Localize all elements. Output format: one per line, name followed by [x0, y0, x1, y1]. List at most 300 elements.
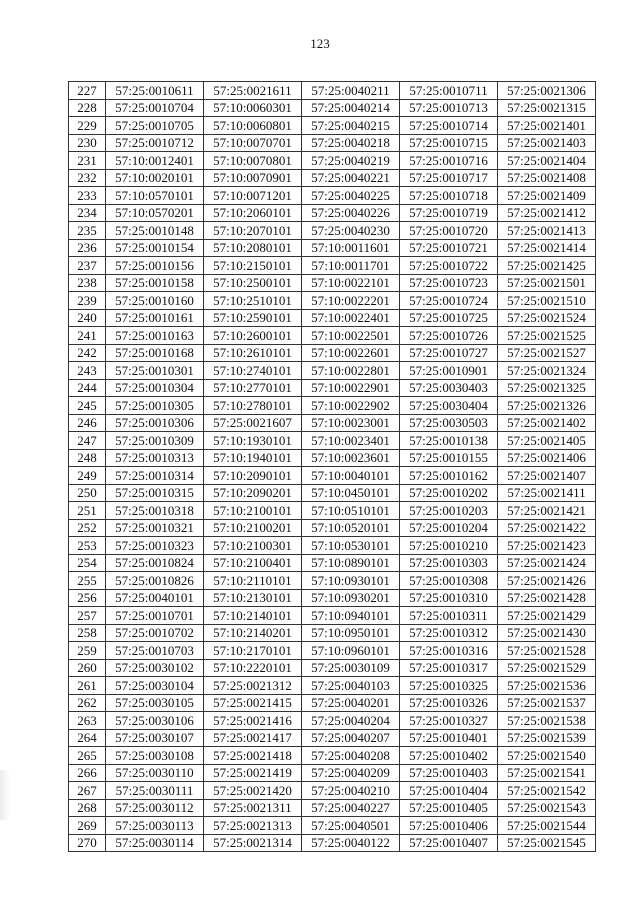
cadastral-number-cell: 57:25:0010722	[400, 257, 498, 275]
cadastral-number-cell: 57:25:0040226	[302, 204, 400, 222]
cadastral-number-cell: 57:25:0010824	[106, 554, 204, 572]
cadastral-number-cell: 57:10:0022601	[302, 344, 400, 362]
cadastral-number-cell: 57:25:0021542	[498, 782, 596, 800]
cadastral-number-cell: 57:25:0021420	[204, 782, 302, 800]
cadastral-number-cell: 57:10:2140201	[204, 624, 302, 642]
cadastral-number-cell: 57:25:0021415	[204, 694, 302, 712]
cadastral-number-cell: 57:25:0040204	[302, 712, 400, 730]
cadastral-number-cell: 57:10:2130101	[204, 589, 302, 607]
cadastral-number-cell: 57:25:0021524	[498, 309, 596, 327]
page-number: 123	[310, 36, 330, 51]
cadastral-number-cell: 57:25:0040230	[302, 222, 400, 240]
table-row	[69, 292, 596, 310]
row-number-cell: 261	[69, 677, 106, 695]
cadastral-number-cell: 57:25:0021416	[204, 712, 302, 730]
cadastral-number-cell: 57:10:0011701	[302, 257, 400, 275]
row-number-cell: 237	[69, 257, 106, 275]
cadastral-number-cell: 57:25:0010611	[106, 82, 204, 100]
table-row	[69, 554, 596, 572]
cadastral-number-cell: 57:25:0040225	[302, 187, 400, 205]
table-row	[69, 379, 596, 397]
row-number-cell: 227	[69, 82, 106, 100]
cadastral-number-cell: 57:25:0040207	[302, 729, 400, 747]
row-number-cell: 243	[69, 362, 106, 380]
row-number-cell: 245	[69, 397, 106, 415]
cadastral-number-cell: 57:25:0021501	[498, 274, 596, 292]
cadastral-number-cell: 57:25:0021425	[498, 257, 596, 275]
table-row	[69, 99, 596, 117]
cadastral-number-cell: 57:25:0021408	[498, 169, 596, 187]
cadastral-number-cell: 57:25:0021544	[498, 817, 596, 835]
cadastral-number-cell: 57:10:0012401	[106, 152, 204, 170]
cadastral-number-cell: 57:10:2090101	[204, 467, 302, 485]
table-row	[69, 467, 596, 485]
table-row	[69, 152, 596, 170]
cadastral-number-cell: 57:25:0010725	[400, 309, 498, 327]
cadastral-number-cell: 57:25:0010402	[400, 747, 498, 765]
cadastral-number-cell: 57:10:0060301	[204, 99, 302, 117]
cadastral-number-cell: 57:25:0021611	[204, 82, 302, 100]
table-row	[69, 607, 596, 625]
cadastral-number-cell: 57:25:0010714	[400, 117, 498, 135]
cadastral-number-cell: 57:25:0021545	[498, 834, 596, 852]
cadastral-number-cell: 57:10:2590101	[204, 309, 302, 327]
table-row	[69, 82, 596, 100]
cadastral-number-cell: 57:10:0890101	[302, 554, 400, 572]
cadastral-number-cell: 57:25:0021324	[498, 362, 596, 380]
cadastral-number-cell: 57:25:0021418	[204, 747, 302, 765]
row-number-cell: 257	[69, 607, 106, 625]
cadastral-number-cell: 57:25:0021401	[498, 117, 596, 135]
cadastral-number-cell: 57:10:2610101	[204, 344, 302, 362]
cadastral-number-cell: 57:25:0021541	[498, 764, 596, 782]
cadastral-number-cell: 57:10:2070101	[204, 222, 302, 240]
table-row	[69, 572, 596, 590]
cadastral-number-cell: 57:25:0010160	[106, 292, 204, 310]
cadastral-number-cell: 57:10:2740101	[204, 362, 302, 380]
cadastral-number-cell: 57:25:0021510	[498, 292, 596, 310]
table-row	[69, 344, 596, 362]
cadastral-number-cell: 57:25:0010726	[400, 327, 498, 345]
cadastral-number-cell: 57:25:0010405	[400, 799, 498, 817]
cadastral-number-cell: 57:10:2080101	[204, 239, 302, 257]
cadastral-number-cell: 57:25:0021528	[498, 642, 596, 660]
cadastral-number-cell: 57:10:0022401	[302, 309, 400, 327]
cadastral-number-cell: 57:25:0040101	[106, 589, 204, 607]
cadastral-number-cell: 57:25:0021417	[204, 729, 302, 747]
cadastral-table	[68, 81, 596, 852]
cadastral-number-cell: 57:25:0030111	[106, 782, 204, 800]
cadastral-number-cell: 57:25:0010162	[400, 467, 498, 485]
cadastral-number-cell: 57:10:2110101	[204, 572, 302, 590]
cadastral-number-cell: 57:25:0010901	[400, 362, 498, 380]
cadastral-number-cell: 57:25:0021312	[204, 677, 302, 695]
cadastral-number-cell: 57:25:0030104	[106, 677, 204, 695]
row-number-cell: 262	[69, 694, 106, 712]
cadastral-number-cell: 57:10:0060801	[204, 117, 302, 135]
row-number-cell: 229	[69, 117, 106, 135]
cadastral-number-cell: 57:25:0030403	[400, 379, 498, 397]
cadastral-number-cell: 57:25:0010310	[400, 589, 498, 607]
table-row	[69, 274, 596, 292]
cadastral-number-cell: 57:25:0030114	[106, 834, 204, 852]
cadastral-number-cell: 57:25:0010323	[106, 537, 204, 555]
table-row	[69, 257, 596, 275]
cadastral-number-cell: 57:25:0030105	[106, 694, 204, 712]
cadastral-number-cell: 57:25:0021429	[498, 607, 596, 625]
row-number-cell: 241	[69, 327, 106, 345]
cadastral-number-cell: 57:25:0021424	[498, 554, 596, 572]
table-row	[69, 362, 596, 380]
table-row	[69, 117, 596, 135]
row-number-cell: 254	[69, 554, 106, 572]
table-row	[69, 642, 596, 660]
row-number-cell: 232	[69, 169, 106, 187]
table-row	[69, 134, 596, 152]
cadastral-number-cell: 57:25:0010303	[400, 554, 498, 572]
cadastral-number-cell: 57:25:0021409	[498, 187, 596, 205]
cadastral-number-cell: 57:25:0010312	[400, 624, 498, 642]
cadastral-number-cell: 57:25:0021407	[498, 467, 596, 485]
cadastral-number-cell: 57:25:0040210	[302, 782, 400, 800]
cadastral-number-cell: 57:25:0021527	[498, 344, 596, 362]
cadastral-number-cell: 57:25:0010325	[400, 677, 498, 695]
cadastral-number-cell: 57:25:0021313	[204, 817, 302, 835]
cadastral-number-cell: 57:25:0010727	[400, 344, 498, 362]
cadastral-number-cell: 57:10:0023001	[302, 414, 400, 432]
table-body	[69, 82, 596, 852]
cadastral-number-cell: 57:10:0070801	[204, 152, 302, 170]
cadastral-number-cell: 57:10:2100201	[204, 519, 302, 537]
cadastral-number-cell: 57:25:0010202	[400, 484, 498, 502]
cadastral-number-cell: 57:10:0022801	[302, 362, 400, 380]
cadastral-number-cell: 57:25:0010317	[400, 659, 498, 677]
cadastral-number-cell: 57:25:0010158	[106, 274, 204, 292]
cadastral-number-cell: 57:25:0030112	[106, 799, 204, 817]
cadastral-number-cell: 57:25:0010203	[400, 502, 498, 520]
cadastral-number-cell: 57:25:0021419	[204, 764, 302, 782]
row-number-cell: 256	[69, 589, 106, 607]
cadastral-number-cell: 57:25:0040214	[302, 99, 400, 117]
cadastral-number-cell: 57:25:0010715	[400, 134, 498, 152]
cadastral-number-cell: 57:10:0040101	[302, 467, 400, 485]
table-row	[69, 327, 596, 345]
cadastral-number-cell: 57:10:2770101	[204, 379, 302, 397]
cadastral-number-cell: 57:25:0040122	[302, 834, 400, 852]
cadastral-number-cell: 57:10:0071201	[204, 187, 302, 205]
cadastral-number-cell: 57:25:0040227	[302, 799, 400, 817]
cadastral-number-cell: 57:25:0021326	[498, 397, 596, 415]
cadastral-number-cell: 57:25:0010163	[106, 327, 204, 345]
cadastral-number-cell: 57:25:0010204	[400, 519, 498, 537]
row-number-cell: 253	[69, 537, 106, 555]
cadastral-number-cell: 57:25:0021426	[498, 572, 596, 590]
cadastral-number-cell: 57:25:0010326	[400, 694, 498, 712]
row-number-cell: 246	[69, 414, 106, 432]
cadastral-number-cell: 57:10:1940101	[204, 449, 302, 467]
row-number-cell: 249	[69, 467, 106, 485]
cadastral-number-cell: 57:25:0010716	[400, 152, 498, 170]
cadastral-number-cell: 57:25:0010704	[106, 99, 204, 117]
row-number-cell: 228	[69, 99, 106, 117]
cadastral-number-cell: 57:25:0021430	[498, 624, 596, 642]
row-number-cell: 266	[69, 764, 106, 782]
cadastral-number-cell: 57:10:0930201	[302, 589, 400, 607]
cadastral-number-cell: 57:25:0010301	[106, 362, 204, 380]
row-number-cell: 268	[69, 799, 106, 817]
cadastral-number-cell: 57:25:0010327	[400, 712, 498, 730]
cadastral-number-cell: 57:10:2220101	[204, 659, 302, 677]
cadastral-number-cell: 57:25:0021539	[498, 729, 596, 747]
cadastral-number-cell: 57:25:0010723	[400, 274, 498, 292]
cadastral-number-cell: 57:10:0070901	[204, 169, 302, 187]
row-number-cell: 236	[69, 239, 106, 257]
cadastral-number-cell: 57:25:0010161	[106, 309, 204, 327]
cadastral-number-cell: 57:10:0940101	[302, 607, 400, 625]
cadastral-number-cell: 57:10:0960101	[302, 642, 400, 660]
row-number-cell: 242	[69, 344, 106, 362]
table-row	[69, 449, 596, 467]
cadastral-number-cell: 57:25:0021540	[498, 747, 596, 765]
table-row	[69, 834, 596, 852]
table-row	[69, 537, 596, 555]
cadastral-number-cell: 57:10:2170101	[204, 642, 302, 660]
table-row	[69, 677, 596, 695]
cadastral-number-cell: 57:25:0040215	[302, 117, 400, 135]
cadastral-number-cell: 57:25:0030110	[106, 764, 204, 782]
cadastral-number-cell: 57:10:2100301	[204, 537, 302, 555]
table-row	[69, 187, 596, 205]
table-row	[69, 414, 596, 432]
cadastral-number-cell: 57:25:0010168	[106, 344, 204, 362]
cadastral-number-cell: 57:10:0530101	[302, 537, 400, 555]
cadastral-number-cell: 57:25:0010154	[106, 239, 204, 257]
cadastral-number-cell: 57:25:0010304	[106, 379, 204, 397]
cadastral-number-cell: 57:10:2060101	[204, 204, 302, 222]
row-number-cell: 244	[69, 379, 106, 397]
row-number-cell: 239	[69, 292, 106, 310]
cadastral-number-cell: 57:25:0010701	[106, 607, 204, 625]
row-number-cell: 264	[69, 729, 106, 747]
cadastral-number-cell: 57:10:0011601	[302, 239, 400, 257]
cadastral-number-cell: 57:25:0010309	[106, 432, 204, 450]
cadastral-number-cell: 57:25:0021421	[498, 502, 596, 520]
cadastral-number-cell: 57:25:0021315	[498, 99, 596, 117]
row-number-cell: 234	[69, 204, 106, 222]
cadastral-number-cell: 57:25:0021607	[204, 414, 302, 432]
table-row	[69, 712, 596, 730]
cadastral-number-cell: 57:10:2100101	[204, 502, 302, 520]
table-row	[69, 589, 596, 607]
row-number-cell: 230	[69, 134, 106, 152]
cadastral-number-cell: 57:25:0010721	[400, 239, 498, 257]
cadastral-number-cell: 57:25:0021311	[204, 799, 302, 817]
cadastral-number-cell: 57:25:0040103	[302, 677, 400, 695]
row-number-cell: 260	[69, 659, 106, 677]
cadastral-number-cell: 57:25:0021413	[498, 222, 596, 240]
cadastral-number-cell: 57:25:0021529	[498, 659, 596, 677]
cadastral-number-cell: 57:25:0010826	[106, 572, 204, 590]
cadastral-number-cell: 57:25:0010313	[106, 449, 204, 467]
row-number-cell: 263	[69, 712, 106, 730]
row-number-cell: 250	[69, 484, 106, 502]
cadastral-number-cell: 57:25:0010148	[106, 222, 204, 240]
cadastral-number-cell: 57:25:0021405	[498, 432, 596, 450]
cadastral-number-cell: 57:25:0021428	[498, 589, 596, 607]
cadastral-number-cell: 57:25:0021423	[498, 537, 596, 555]
cadastral-number-cell: 57:25:0030109	[302, 659, 400, 677]
row-number-cell: 235	[69, 222, 106, 240]
cadastral-number-cell: 57:25:0010156	[106, 257, 204, 275]
table-row	[69, 519, 596, 537]
cadastral-number-cell: 57:10:2600101	[204, 327, 302, 345]
cadastral-number-cell: 57:10:0023601	[302, 449, 400, 467]
row-number-cell: 251	[69, 502, 106, 520]
cadastral-number-cell: 57:25:0021411	[498, 484, 596, 502]
cadastral-number-cell: 57:25:0010305	[106, 397, 204, 415]
cadastral-number-cell: 57:25:0010138	[400, 432, 498, 450]
cadastral-number-cell: 57:25:0010321	[106, 519, 204, 537]
table-row	[69, 309, 596, 327]
cadastral-number-cell: 57:25:0010712	[106, 134, 204, 152]
cadastral-number-cell: 57:25:0010719	[400, 204, 498, 222]
table-row	[69, 204, 596, 222]
cadastral-number-cell: 57:25:0010316	[400, 642, 498, 660]
cadastral-number-cell: 57:10:0022501	[302, 327, 400, 345]
cadastral-number-cell: 57:25:0030108	[106, 747, 204, 765]
cadastral-number-cell: 57:25:0030106	[106, 712, 204, 730]
cadastral-number-cell: 57:10:0070701	[204, 134, 302, 152]
table-row	[69, 239, 596, 257]
cadastral-number-cell: 57:10:0450101	[302, 484, 400, 502]
table-row	[69, 747, 596, 765]
cadastral-number-cell: 57:25:0010407	[400, 834, 498, 852]
row-number-cell: 238	[69, 274, 106, 292]
cadastral-number-cell: 57:25:0021414	[498, 239, 596, 257]
cadastral-number-cell: 57:25:0010315	[106, 484, 204, 502]
cadastral-number-cell: 57:25:0040501	[302, 817, 400, 835]
cadastral-number-cell: 57:10:2150101	[204, 257, 302, 275]
table-row	[69, 782, 596, 800]
cadastral-number-cell: 57:25:0010318	[106, 502, 204, 520]
cadastral-number-cell: 57:25:0021325	[498, 379, 596, 397]
table-row	[69, 729, 596, 747]
cadastral-number-cell: 57:10:0020101	[106, 169, 204, 187]
cadastral-number-cell: 57:25:0010308	[400, 572, 498, 590]
cadastral-number-cell: 57:10:0022901	[302, 379, 400, 397]
table-row	[69, 484, 596, 502]
cadastral-number-cell: 57:25:0010717	[400, 169, 498, 187]
cadastral-number-cell: 57:25:0021412	[498, 204, 596, 222]
table-row	[69, 624, 596, 642]
cadastral-number-cell: 57:25:0010724	[400, 292, 498, 310]
cadastral-number-cell: 57:25:0021543	[498, 799, 596, 817]
cadastral-number-cell: 57:25:0010713	[400, 99, 498, 117]
cadastral-number-cell: 57:25:0010702	[106, 624, 204, 642]
cadastral-number-cell: 57:25:0010406	[400, 817, 498, 835]
table-row	[69, 502, 596, 520]
cadastral-number-cell: 57:10:0022902	[302, 397, 400, 415]
cadastral-number-cell: 57:25:0030404	[400, 397, 498, 415]
cadastral-number-cell: 57:10:0950101	[302, 624, 400, 642]
cadastral-number-cell: 57:10:0570201	[106, 204, 204, 222]
cadastral-number-cell: 57:25:0021536	[498, 677, 596, 695]
cadastral-number-cell: 57:10:2100401	[204, 554, 302, 572]
cadastral-number-cell: 57:25:0040211	[302, 82, 400, 100]
row-number-cell: 270	[69, 834, 106, 852]
cadastral-number-cell: 57:10:1930101	[204, 432, 302, 450]
cadastral-number-cell: 57:25:0021422	[498, 519, 596, 537]
cadastral-number-cell: 57:25:0010720	[400, 222, 498, 240]
table-row	[69, 397, 596, 415]
cadastral-number-cell: 57:10:2090201	[204, 484, 302, 502]
cadastral-number-cell: 57:10:0520101	[302, 519, 400, 537]
cadastral-number-cell: 57:25:0010314	[106, 467, 204, 485]
table-row	[69, 764, 596, 782]
table-row	[69, 799, 596, 817]
row-number-cell: 252	[69, 519, 106, 537]
table-row	[69, 222, 596, 240]
cadastral-number-cell: 57:25:0040201	[302, 694, 400, 712]
cadastral-number-cell: 57:25:0010711	[400, 82, 498, 100]
cadastral-number-cell: 57:25:0021406	[498, 449, 596, 467]
cadastral-number-cell: 57:25:0030503	[400, 414, 498, 432]
row-number-cell: 255	[69, 572, 106, 590]
cadastral-number-cell: 57:25:0010718	[400, 187, 498, 205]
cadastral-number-cell: 57:10:0510101	[302, 502, 400, 520]
cadastral-number-cell: 57:25:0010311	[400, 607, 498, 625]
row-number-cell: 240	[69, 309, 106, 327]
cadastral-number-cell: 57:25:0021306	[498, 82, 596, 100]
row-number-cell: 258	[69, 624, 106, 642]
cadastral-number-cell: 57:10:0570101	[106, 187, 204, 205]
cadastral-number-cell: 57:25:0021525	[498, 327, 596, 345]
cadastral-number-cell: 57:25:0010210	[400, 537, 498, 555]
cadastral-number-cell: 57:25:0040209	[302, 764, 400, 782]
cadastral-number-cell: 57:25:0010401	[400, 729, 498, 747]
cadastral-number-cell: 57:25:0030102	[106, 659, 204, 677]
cadastral-number-cell: 57:25:0040221	[302, 169, 400, 187]
row-number-cell: 247	[69, 432, 106, 450]
row-number-cell: 259	[69, 642, 106, 660]
cadastral-number-cell: 57:25:0021404	[498, 152, 596, 170]
cadastral-number-cell: 57:25:0010155	[400, 449, 498, 467]
cadastral-number-cell: 57:25:0021403	[498, 134, 596, 152]
cadastral-number-cell: 57:10:0023401	[302, 432, 400, 450]
table-row	[69, 169, 596, 187]
cadastral-number-cell: 57:25:0010703	[106, 642, 204, 660]
scan-edge-shadow	[0, 770, 10, 820]
table-row	[69, 659, 596, 677]
cadastral-number-cell: 57:25:0030113	[106, 817, 204, 835]
row-number-cell: 248	[69, 449, 106, 467]
row-number-cell: 267	[69, 782, 106, 800]
cadastral-number-cell: 57:25:0021402	[498, 414, 596, 432]
cadastral-number-cell: 57:25:0010306	[106, 414, 204, 432]
cadastral-number-cell: 57:25:0040218	[302, 134, 400, 152]
row-number-cell: 269	[69, 817, 106, 835]
cadastral-number-cell: 57:25:0010705	[106, 117, 204, 135]
cadastral-number-cell: 57:10:0022201	[302, 292, 400, 310]
cadastral-number-cell: 57:25:0021314	[204, 834, 302, 852]
cadastral-number-cell: 57:10:2500101	[204, 274, 302, 292]
cadastral-number-cell: 57:10:2510101	[204, 292, 302, 310]
cadastral-number-cell: 57:25:0010404	[400, 782, 498, 800]
table-row	[69, 432, 596, 450]
cadastral-number-cell: 57:10:0930101	[302, 572, 400, 590]
cadastral-number-cell: 57:10:2140101	[204, 607, 302, 625]
table-row	[69, 694, 596, 712]
